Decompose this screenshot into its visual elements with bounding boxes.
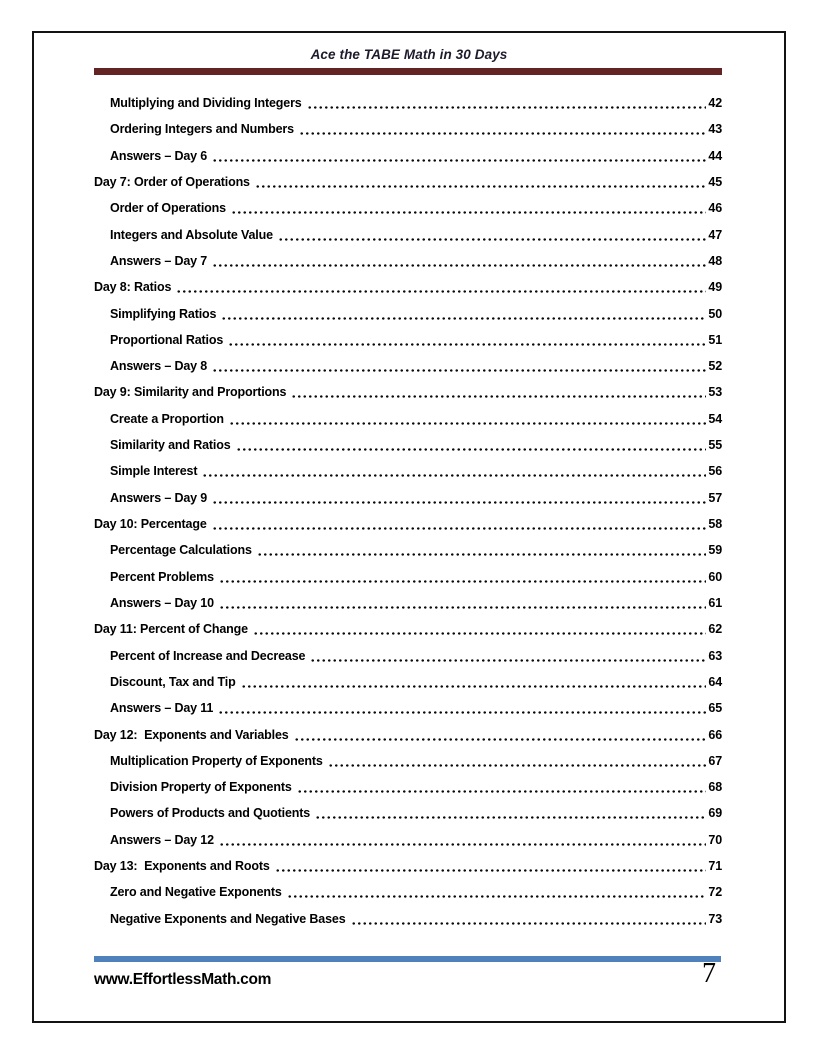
toc-entry[interactable]	[94, 596, 722, 622]
toc-entry-page: 64	[708, 674, 722, 689]
toc-entry[interactable]	[94, 806, 722, 832]
toc-entry-label: Day 8: Ratios	[94, 280, 172, 295]
table-of-contents	[94, 96, 722, 938]
dot-leader	[212, 359, 706, 373]
dot-leader	[219, 596, 706, 610]
toc-entry-label: Multiplying and Dividing Integers	[110, 96, 302, 110]
toc-entry-page: 65	[708, 701, 722, 716]
toc-entry-label: Create a Proportion	[110, 411, 224, 426]
dot-leader	[291, 385, 706, 399]
toc-entry[interactable]	[94, 570, 722, 596]
toc-entry[interactable]	[94, 780, 722, 806]
toc-entry-page: 61	[708, 595, 722, 610]
dot-leader	[315, 806, 706, 820]
dot-leader	[275, 859, 707, 873]
dot-leader	[294, 728, 707, 742]
toc-entry[interactable]	[94, 254, 722, 280]
toc-entry[interactable]	[94, 96, 722, 122]
footer-website-link[interactable]: www.EffortlessMath.com	[94, 971, 272, 988]
toc-entry-page: 53	[708, 385, 722, 400]
toc-entry[interactable]	[94, 333, 722, 359]
dot-leader	[236, 438, 707, 452]
toc-entry[interactable]	[94, 491, 722, 517]
toc-entry[interactable]	[94, 228, 722, 254]
toc-entry[interactable]	[94, 122, 722, 148]
toc-entry[interactable]	[94, 649, 722, 675]
toc-entry[interactable]	[94, 859, 722, 885]
toc-entry[interactable]	[94, 701, 722, 727]
toc-entry-page: 62	[708, 622, 722, 637]
dot-leader	[228, 333, 706, 347]
toc-entry-label: Multiplication Property of Exponents	[110, 753, 323, 768]
dot-leader	[241, 675, 707, 689]
toc-entry-page: 69	[708, 806, 722, 821]
toc-entry[interactable]	[94, 175, 722, 201]
toc-entry[interactable]	[94, 754, 722, 780]
toc-entry[interactable]	[94, 517, 722, 543]
toc-entry-page: 60	[708, 569, 722, 584]
toc-entry-label: Simple Interest	[110, 464, 198, 479]
toc-entry[interactable]	[94, 149, 722, 175]
toc-entry-label: Answers – Day 11	[110, 701, 214, 716]
dot-leader	[351, 912, 707, 926]
toc-entry-label: Zero and Negative Exponents	[110, 885, 282, 900]
toc-entry-page: 52	[708, 359, 722, 374]
toc-entry[interactable]	[94, 385, 722, 411]
toc-entry[interactable]	[94, 201, 722, 227]
toc-entry-page: 68	[708, 780, 722, 795]
toc-entry-label: Day 10: Percentage	[94, 517, 207, 531]
dot-leader	[253, 622, 706, 636]
toc-entry-page: 70	[708, 832, 722, 847]
toc-entry-label: Day 9: Similarity and Proportions	[94, 385, 287, 400]
dot-leader	[218, 701, 706, 715]
toc-entry-label: Discount, Tax and Tip	[110, 674, 236, 689]
toc-entry-label: Integers and Absolute Value	[110, 227, 273, 242]
dot-leader	[297, 780, 707, 794]
toc-entry[interactable]	[94, 280, 722, 306]
dot-leader	[202, 464, 706, 478]
toc-entry[interactable]	[94, 412, 722, 438]
toc-entry[interactable]	[94, 912, 722, 938]
dot-leader	[255, 175, 707, 189]
toc-entry[interactable]	[94, 307, 722, 333]
toc-entry-page: 63	[708, 648, 722, 663]
footer-rule	[94, 956, 721, 962]
toc-entry-label: Percent Problems	[110, 569, 214, 584]
toc-entry-page: 59	[708, 543, 722, 558]
toc-entry[interactable]	[94, 622, 722, 648]
dot-leader	[299, 122, 707, 136]
toc-entry-label: Day 13: Exponents and Roots	[94, 859, 270, 874]
toc-entry[interactable]	[94, 543, 722, 569]
toc-entry[interactable]	[94, 833, 722, 859]
dot-leader	[229, 412, 707, 426]
toc-entry[interactable]	[94, 438, 722, 464]
toc-entry-page: 45	[708, 174, 722, 189]
dot-leader	[212, 491, 706, 505]
toc-entry-page: 55	[708, 438, 722, 453]
toc-entry-page: 47	[708, 227, 722, 242]
toc-entry-label: Percentage Calculations	[110, 543, 252, 558]
toc-entry-label: Negative Exponents and Negative Bases	[110, 911, 346, 926]
toc-entry-page: 56	[708, 464, 722, 479]
toc-entry-label: Answers – Day 7	[110, 253, 208, 268]
toc-entry-page: 57	[708, 490, 722, 505]
toc-entry[interactable]	[94, 885, 722, 911]
toc-entry-page: 50	[708, 306, 722, 321]
toc-entry-label: Day 12: Exponents and Variables	[94, 727, 289, 742]
toc-entry-label: Answers – Day 10	[110, 595, 214, 610]
toc-entry-label: Simplifying Ratios	[110, 306, 217, 321]
toc-entry-page: 58	[708, 517, 722, 531]
toc-entry-label: Similarity and Ratios	[110, 438, 231, 453]
dot-leader	[176, 280, 706, 294]
toc-entry-page: 67	[708, 753, 722, 768]
toc-entry-page: 44	[708, 148, 722, 163]
dot-leader	[328, 754, 707, 768]
toc-entry-page: 73	[708, 911, 722, 926]
toc-entry-label: Division Property of Exponents	[110, 780, 292, 795]
dot-leader	[257, 543, 707, 557]
toc-entry-page: 49	[708, 280, 722, 295]
header-rule	[94, 68, 722, 75]
toc-entry[interactable]	[94, 728, 722, 754]
page-frame	[32, 31, 786, 1023]
toc-entry-label: Powers of Products and Quotients	[110, 806, 311, 821]
dot-leader	[219, 570, 706, 584]
document-header-title: Ace the TABE Math in 30 Days	[310, 47, 508, 62]
toc-entry-page: 43	[708, 122, 722, 137]
toc-entry-label: Order of Operations	[110, 201, 226, 216]
dot-leader	[310, 649, 706, 663]
dot-leader	[278, 228, 707, 242]
toc-entry-page: 72	[708, 885, 722, 900]
toc-entry-page: 46	[708, 201, 722, 216]
toc-entry[interactable]	[94, 359, 722, 385]
toc-entry[interactable]	[94, 675, 722, 701]
toc-entry-page: 51	[708, 332, 722, 347]
toc-entry-label: Day 11: Percent of Change	[94, 622, 248, 637]
dot-leader	[221, 307, 706, 321]
dot-leader	[219, 833, 706, 847]
dot-leader	[212, 517, 707, 531]
toc-entry-label: Ordering Integers and Numbers	[110, 122, 294, 137]
toc-entry-label: Answers – Day 6	[110, 148, 208, 163]
toc-entry-label: Day 7: Order of Operations	[94, 174, 250, 189]
dot-leader	[287, 885, 707, 899]
dot-leader	[231, 201, 706, 215]
toc-entry-page: 48	[708, 253, 722, 268]
toc-entry-page: 54	[708, 411, 722, 426]
toc-entry-label: Answers – Day 8	[110, 359, 208, 374]
toc-entry-page: 42	[708, 96, 722, 110]
footer-page-number: 7	[702, 958, 716, 989]
dot-leader	[212, 149, 706, 163]
toc-entry-label: Answers – Day 9	[110, 490, 208, 505]
toc-entry-page: 66	[708, 727, 722, 742]
toc-entry-label: Percent of Increase and Decrease	[110, 648, 306, 663]
dot-leader	[212, 254, 706, 268]
toc-entry[interactable]	[94, 464, 722, 490]
toc-entry-label: Answers – Day 12	[110, 832, 214, 847]
toc-entry-label: Proportional Ratios	[110, 332, 224, 347]
toc-entry-page: 71	[708, 859, 722, 874]
dot-leader	[307, 96, 707, 110]
